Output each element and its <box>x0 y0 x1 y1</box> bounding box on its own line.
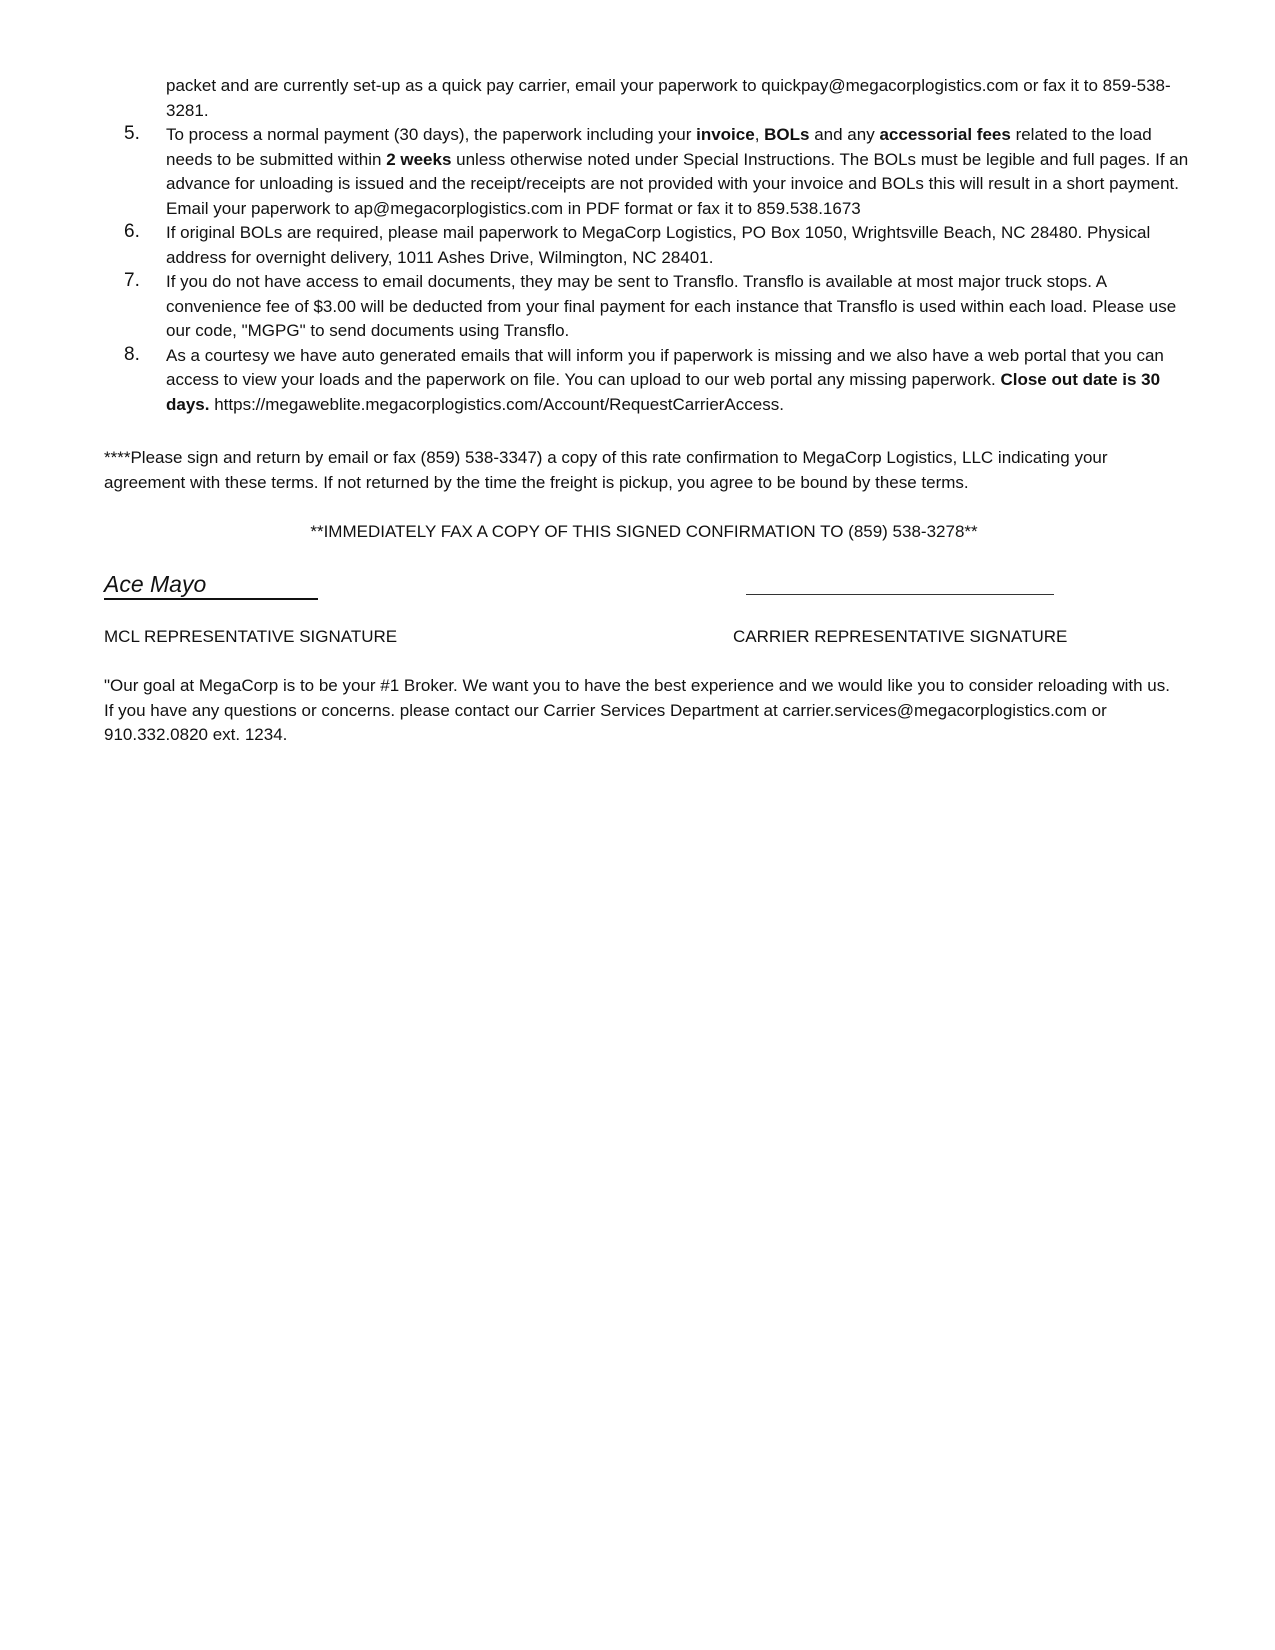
bols-emphasis: BOLs <box>764 125 810 144</box>
close-out-date-emphasis: Close out date is 30 days. <box>166 370 1161 414</box>
instruction-text: If you do not have access to email documents, they may be sent to Transflo. Transflo is available at most major truck stops. A convenience fee of $3.00 will be deducted from your final payment for each instance that Transflo is used within each load. Please use our code, "MGPG" to send documents using Transflo. <box>166 272 1177 340</box>
carrier-signature-field[interactable] <box>746 594 1054 595</box>
payment-instruction-item-7 <box>104 270 1194 344</box>
list-number: 5. <box>124 123 140 144</box>
instruction-text: As a courtesy we have auto generated emails that will inform you if paperwork is missing and we also have a web portal that you can access to view your loads and the paperwork on file. You can upload to our web portal any missing paperwork. <box>166 345 1164 389</box>
instruction-text: related to the load needs to be submitted within <box>166 125 1152 169</box>
fax-instruction: **IMMEDIATELY FAX A COPY OF THIS SIGNED CONFIRMATION TO (859) 538-3278** <box>310 522 978 541</box>
carrier-signature-label: CARRIER REPRESENTATIVE SIGNATURE <box>733 627 1068 646</box>
mcl-signature-field[interactable]: Ace Mayo <box>104 570 318 600</box>
payment-instruction-item-8 <box>104 344 1194 418</box>
payment-instruction-item-5 <box>104 123 1194 221</box>
return-instructions-paragraph: ****Please sign and return by email or fax (859) 538-3347) a copy of this rate confirmation to MegaCorp Logistics, LLC indicating your agreement with these terms. If not returned by the time the freight is pickup, you agree to be bound by these terms. <box>104 448 1108 492</box>
payment-instruction-continuation <box>104 74 1194 123</box>
invoice-emphasis: invoice <box>696 125 755 144</box>
closing-message: "Our goal at MegaCorp is to be your #1 Broker. We want you to have the best experience and we would like you to consider reloading with us. If you have any questions or concerns. please contact our Carrier Services Department at carrier.services@megacorplogistics.com or 910.332.0820 ext. 1234. <box>104 676 1170 744</box>
instruction-comma: , <box>754 125 765 144</box>
list-number: 7. <box>124 270 140 291</box>
list-number: 6. <box>124 221 140 242</box>
instruction-text: and any <box>809 125 880 144</box>
carrier-access-url: https://megaweblite.megacorplogistics.com/Account/RequestCarrierAccess. <box>209 394 784 414</box>
payment-instruction-item-6 <box>104 221 1194 270</box>
accessorial-fees-emphasis: accessorial fees <box>879 125 1011 144</box>
list-number: 8. <box>124 343 140 365</box>
two-weeks-emphasis: 2 weeks <box>386 149 452 169</box>
payment-instruction-continuation-text: packet and are currently set-up as a quick pay carrier, email your paperwork to quickpay@megacorplogistics.com or fax it to 859-538-3281. <box>166 76 1171 120</box>
mcl-signature-label: MCL REPRESENTATIVE SIGNATURE <box>104 627 398 646</box>
payment-instructions-list <box>104 74 1194 417</box>
instruction-text: unless otherwise noted under Special Instructions. The BOLs must be legible and full pages. If an advance for unloading is issued and the receipt/receipts are not provided with your invoice and BOLs this will result in a short payment. Email your paperwork to ap@megacorplogistics.com in PDF format or fax it to 859.538.1673 <box>166 149 1189 218</box>
instruction-text: If original BOLs are required, please mail paperwork to MegaCorp Logistics, PO Box 1050, Wrightsville Beach, NC 28480. Physical address for overnight delivery, 1011 Ashes Drive, Wilmington, NC 28401. <box>166 223 1151 267</box>
instruction-text: To process a normal payment (30 days), the paperwork including your <box>166 125 697 144</box>
